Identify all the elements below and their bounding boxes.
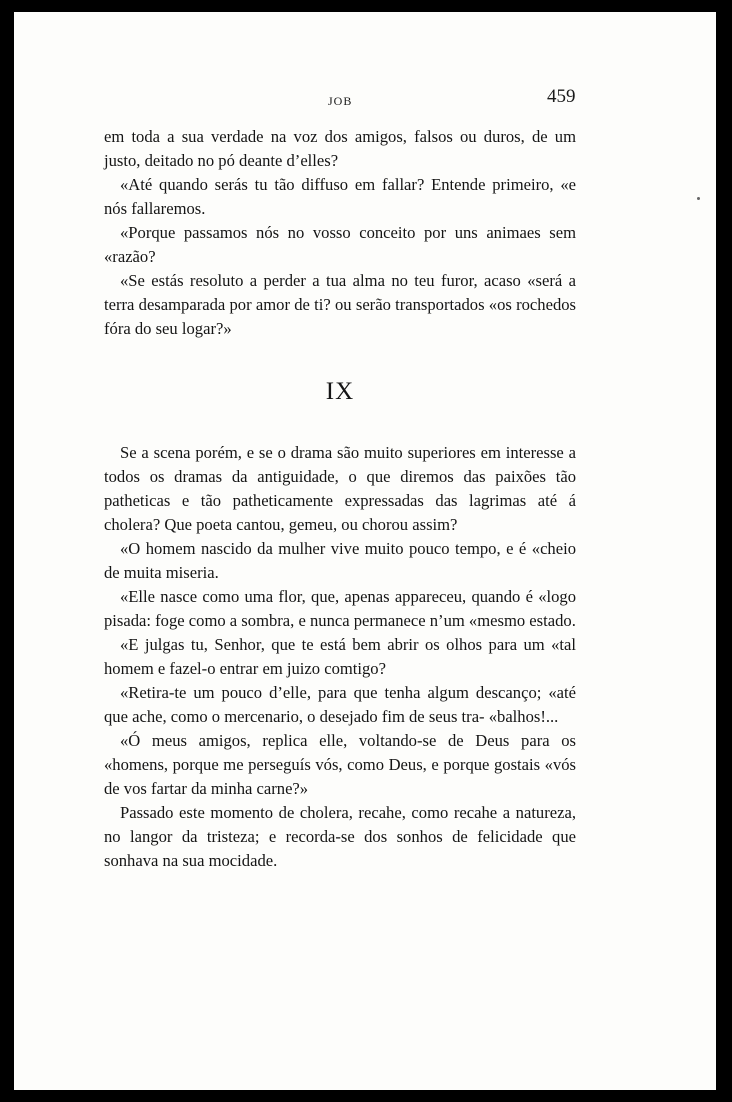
running-head-title: JOB <box>328 94 353 108</box>
paragraph: «Se estás resoluto a perder a tua alma no teu furor, acaso «será a terra desamparada por amor de ti? ou serão transportados «os rochedos fóra do seu logar?» <box>104 271 576 338</box>
paragraph: «O homem nascido da mulher vive muito pouco tempo, e é «cheio de muita miseria. <box>104 539 576 582</box>
paragraph: «Elle nasce como uma flor, que, apenas appareceu, quando é «logo pisada: foge como a sombra, e nunca permanece n’um «mesmo estado. <box>104 587 576 630</box>
paragraph: Passado este momento de cholera, recahe, como recahe a natureza, no langor da tristeza; e recorda-se dos sonhos de felicidade que sonhava na sua mocidade. <box>104 803 576 870</box>
body-text <box>104 125 576 873</box>
paragraph: «Retira-te um pouco d’elle, para que tenha algum descanço; «até que ache, como o mercenario, o desejado fim de seus tra- «balhos!... <box>104 683 576 726</box>
paragraph: em toda a sua verdade na voz dos amigos, falsos ou duros, de um justo, deitado no pó deante d’elles? <box>104 127 576 170</box>
running-head <box>14 86 716 116</box>
page-number: 459 <box>547 86 576 107</box>
paragraph: «Até quando serás tu tão diffuso em fallar? Entende primeiro, «e nós fallaremos. <box>104 175 576 218</box>
paragraph: Se a scena porém, e se o drama são muito superiores em interesse a todos os dramas da antiguidade, o que diremos das paixões tão patheticas e tão patheticamente expressadas das lagrimas até á cholera? Que poeta cantou, gemeu, ou chorou assim? <box>104 443 576 534</box>
book-page <box>14 12 716 1090</box>
ink-speck <box>697 197 700 200</box>
paragraph: «E julgas tu, Senhor, que te está bem abrir os olhos para um «tal homem e fazel-o entrar em juizo comtigo? <box>104 635 576 678</box>
section-heading: IX <box>325 378 355 405</box>
paragraph: «Porque passamos nós no vosso conceito por uns animaes sem «razão? <box>104 223 576 266</box>
paragraph: «Ó meus amigos, replica elle, voltando-se de Deus para os «homens, porque me perseguís vós, como Deus, e porque gostais «vós de vos fartar da minha carne?» <box>104 731 576 798</box>
